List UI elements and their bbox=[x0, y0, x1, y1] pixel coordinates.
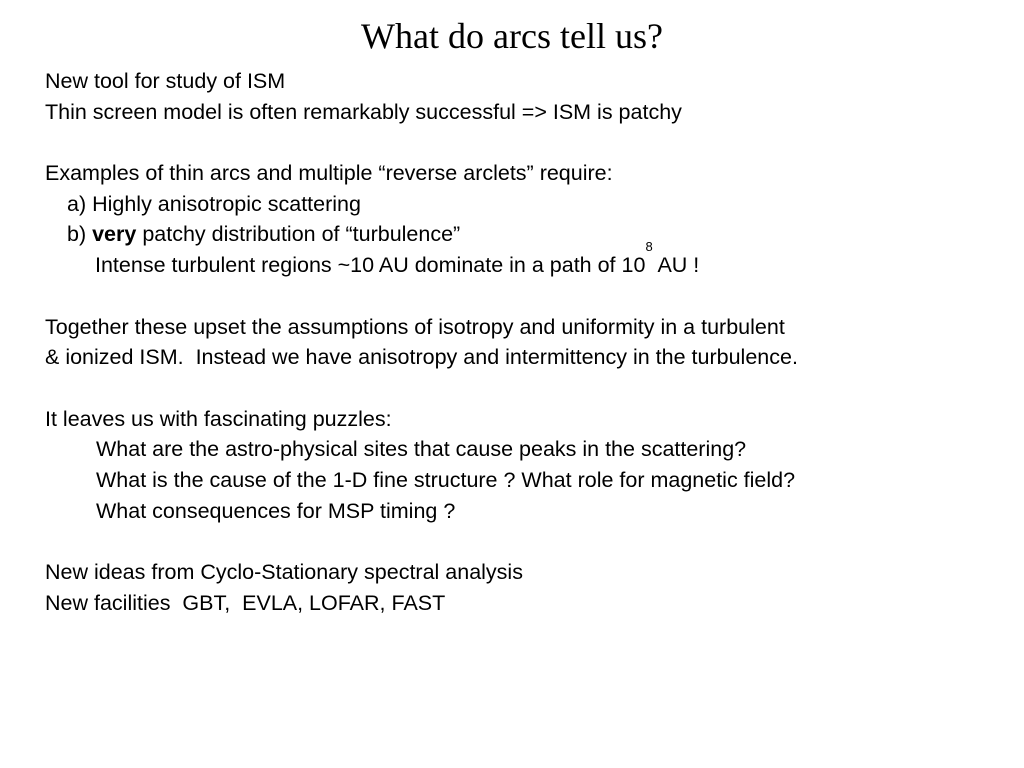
item-b-prefix: b) bbox=[67, 222, 93, 247]
item-b-patchy bbox=[45, 219, 1005, 250]
together-paragraph-line1: Together these upset the assumptions of isotropy and uniformity in a turbulent bbox=[45, 314, 785, 339]
puzzles-heading: It leaves us with fascinating puzzles: bbox=[45, 406, 392, 431]
puzzle-msp-timing: What consequences for MSP timing ? bbox=[96, 498, 456, 523]
bullet-new-tool: New tool for study of ISM bbox=[45, 69, 286, 93]
examples-heading: Examples of thin arcs and multiple “reverse arclets” require: bbox=[45, 161, 613, 186]
exponent: 8 bbox=[645, 239, 653, 255]
item-b-emphasis: very bbox=[92, 222, 137, 247]
spacer bbox=[45, 281, 1005, 312]
bullet-thin-screen-model: Thin screen model is often remarkably successful => ISM is patchy bbox=[45, 99, 682, 124]
new-ideas: New ideas from Cyclo-Stationary spectral analysis bbox=[45, 560, 523, 584]
slide-title: What do arcs tell us? bbox=[361, 16, 663, 56]
slide-body bbox=[45, 66, 1005, 618]
spacer bbox=[45, 526, 1005, 557]
item-b-suffix: patchy distribution of “turbulence” bbox=[136, 222, 461, 247]
intense-regions-unit: AU ! bbox=[652, 253, 700, 278]
intense-regions-text: Intense turbulent regions ~10 AU dominate in a path of 10 bbox=[95, 253, 646, 278]
together-paragraph-line2: & ionized ISM. Instead we have anisotropy and intermittency in the turbulence. bbox=[45, 345, 798, 370]
spacer bbox=[45, 373, 1005, 404]
intense-regions-note bbox=[45, 239, 1005, 281]
new-facilities: New facilities GBT, EVLA, LOFAR, FAST bbox=[45, 590, 446, 615]
puzzle-sites: What are the astro-physical sites that cause peaks in the scattering? bbox=[96, 437, 747, 462]
item-a-anisotropic: a) Highly anisotropic scattering bbox=[67, 191, 361, 216]
spacer bbox=[45, 127, 1005, 158]
puzzle-fine-structure: What is the cause of the 1-D fine structure ? What role for magnetic field? bbox=[96, 467, 796, 492]
